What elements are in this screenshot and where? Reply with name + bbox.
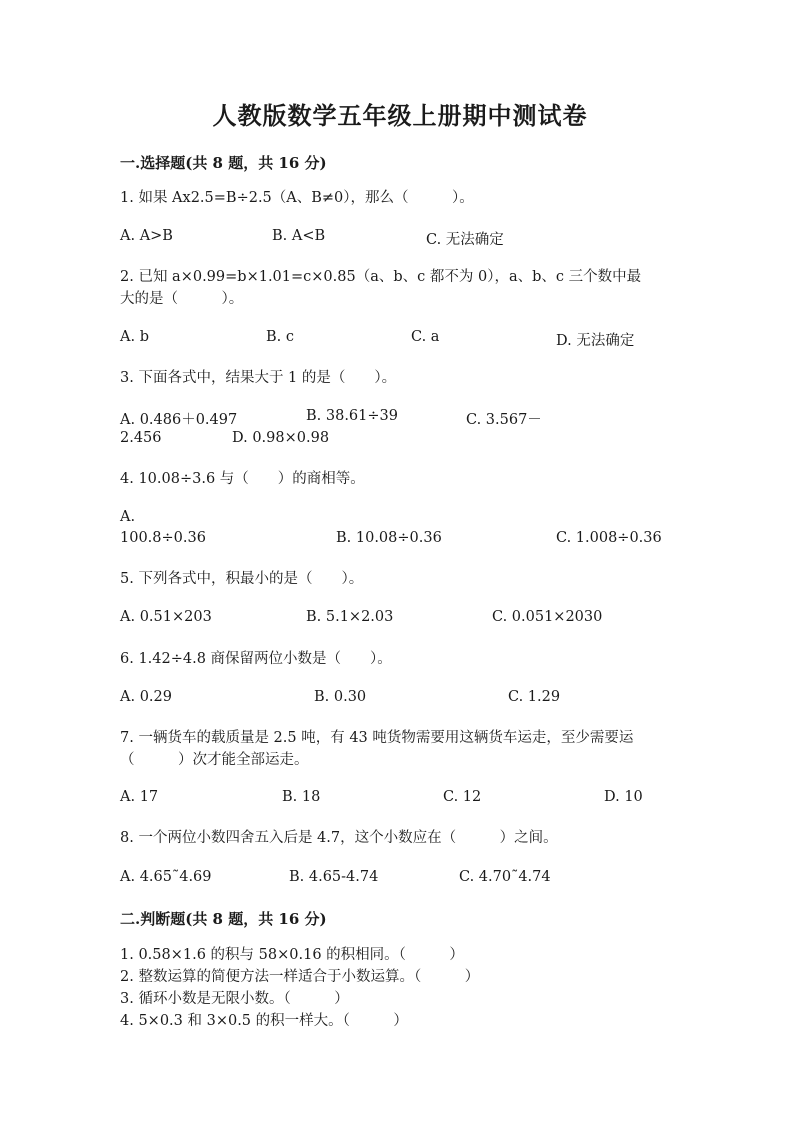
question-4-option-c: C. 1.008÷0.36 [556, 530, 662, 546]
question-1-option-c: C. 无法确定 [426, 232, 504, 248]
judgement-item-3: 3. 循环小数是无限小数。（ ） [120, 991, 349, 1007]
question-1-stem: 1. 如果 Ax2.5=B÷2.5（A、B≠0），那么（ ）。 [120, 190, 474, 206]
question-3-stem: 3. 下面各式中，结果大于 1 的是（ ）。 [120, 370, 397, 386]
question-6-option-b: B. 0.30 [314, 689, 367, 705]
question-2-option-c: C. a [411, 329, 440, 345]
question-5-option-b: B. 5.1×2.03 [306, 609, 394, 625]
question-1-option-a: A. A>B [120, 228, 173, 244]
question-2-stem-line2: 大的是（ ）。 [120, 291, 244, 307]
question-3-option-d: D. 0.98×0.98 [232, 430, 330, 446]
question-7-option-b: B. 18 [282, 789, 321, 805]
question-2-option-b: B. c [266, 329, 294, 345]
question-6-option-c: C. 1.29 [508, 689, 561, 705]
question-6-option-a: A. 0.29 [120, 689, 172, 705]
question-4-option-a-label: A. [120, 509, 136, 525]
question-2-stem-line1: 2. 已知 a×0.99=b×1.01=c×0.85（a、b、c 都不为 0），a、b、c 三个数中最 [120, 269, 642, 285]
question-4-option-b: B. 10.08÷0.36 [336, 530, 442, 546]
question-7-option-d: D. 10 [604, 789, 643, 805]
question-5-stem: 5. 下列各式中，积最小的是（ ）。 [120, 571, 364, 587]
section-heading-choice: 一.选择题(共 8 题，共 16 分) [120, 154, 327, 172]
question-2-option-a: A. b [120, 329, 149, 345]
question-7-stem-line1: 7. 一辆货车的载质量是 2.5 吨，有 43 吨货物需要用这辆货车运走，至少需要运 [120, 730, 634, 746]
judgement-item-4: 4. 5×0.3 和 3×0.5 的积一样大。（ ） [120, 1013, 408, 1029]
question-8-option-c: C. 4.70˜4.74 [459, 869, 551, 885]
judgement-item-2: 2. 整数运算的简便方法一样适合于小数运算。（ ） [120, 969, 480, 985]
question-6-stem: 6. 1.42÷4.8 商保留两位小数是（ ）。 [120, 651, 392, 667]
question-2-option-d: D. 无法确定 [556, 333, 635, 349]
question-4-stem: 4. 10.08÷3.6 与（ ）的商相等。 [120, 471, 365, 487]
question-5-option-c: C. 0.051×2030 [492, 609, 603, 625]
page-title: 人教版数学五年级上册期中测试卷 [212, 101, 588, 130]
question-3-option-c-continued: 2.456 [120, 430, 162, 446]
question-1-option-b: B. A<B [272, 228, 326, 244]
question-8-option-a: A. 4.65˜4.69 [120, 869, 212, 885]
judgement-item-1: 1. 0.58×1.6 的积与 58×0.16 的积相同。（ ） [120, 947, 464, 963]
question-4-option-a: 100.8÷0.36 [120, 530, 206, 546]
question-8-option-b: B. 4.65-4.74 [289, 869, 379, 885]
section-heading-judgement: 二.判断题(共 8 题，共 16 分) [120, 910, 327, 928]
question-5-option-a: A. 0.51×203 [120, 609, 212, 625]
question-7-option-a: A. 17 [120, 789, 159, 805]
question-8-stem: 8. 一个两位小数四舍五入后是 4.7，这个小数应在（ ）之间。 [120, 830, 558, 846]
question-3-option-c: C. 3.567－ [466, 412, 542, 428]
question-7-option-c: C. 12 [443, 789, 482, 805]
question-3-option-a: A. 0.486＋0.497 [120, 412, 238, 428]
question-7-stem-line2: （ ）次才能全部运走。 [120, 752, 309, 768]
question-3-option-b: B. 38.61÷39 [306, 408, 398, 424]
